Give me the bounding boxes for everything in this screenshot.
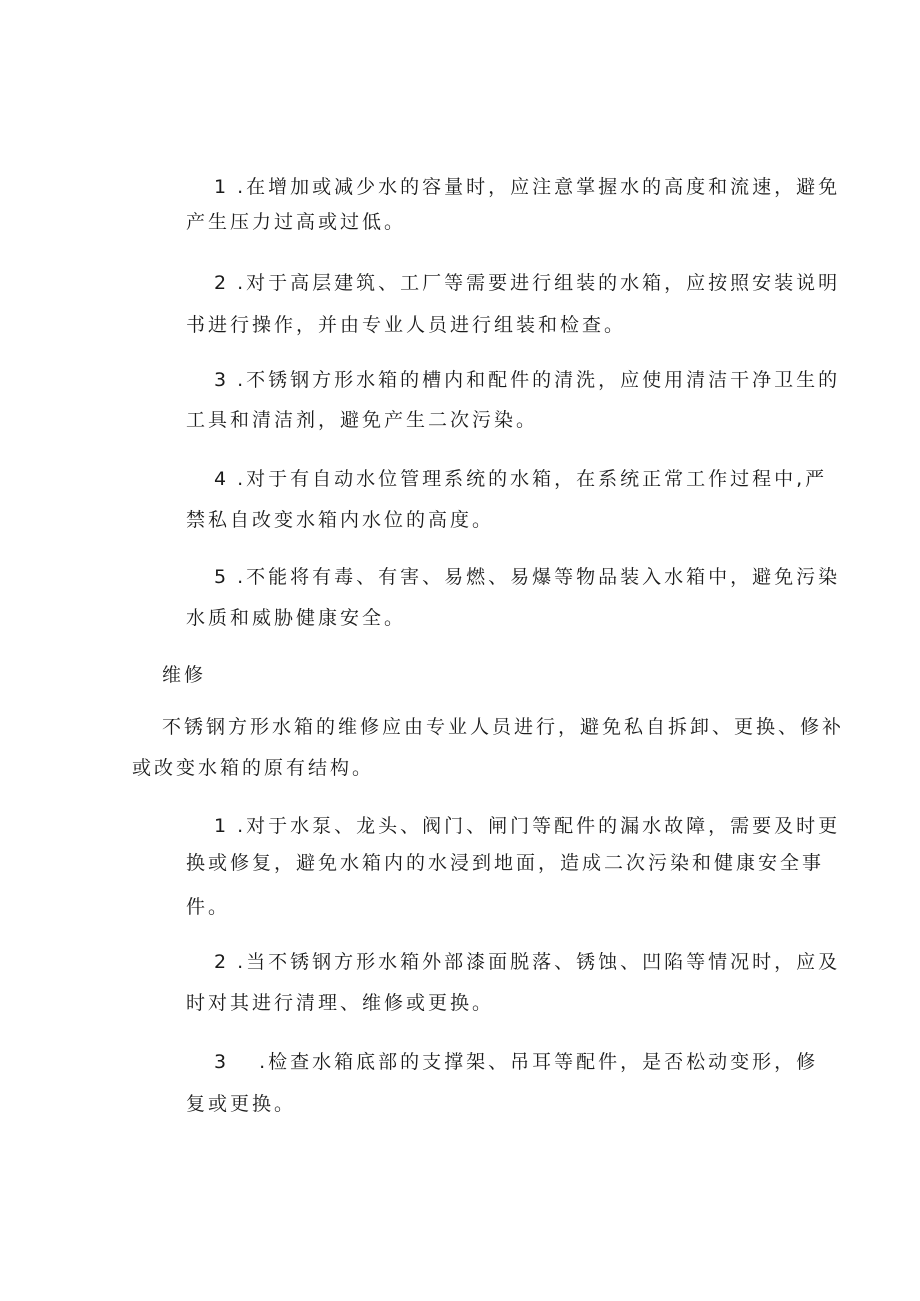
section-intro-continuation — [132, 746, 374, 790]
list-item-continuation — [186, 596, 406, 640]
list-item-line — [214, 457, 827, 501]
list-item-line — [214, 940, 840, 984]
list-item-line — [214, 1040, 818, 1084]
list-item-continuation — [186, 981, 494, 1025]
section-intro — [162, 705, 844, 749]
list-item-number: 2 — [214, 951, 230, 973]
list-item-number: 5 — [214, 566, 230, 588]
list-item — [214, 261, 840, 305]
list-item-continuation — [186, 1082, 296, 1126]
list-item-text: 件。 — [186, 896, 231, 918]
list-item — [214, 457, 827, 501]
list-item-continuation — [186, 885, 230, 929]
list-item-number: 1 — [214, 815, 230, 837]
list-item-text: .当不锈钢方形水箱外部漆面脱落、锈蚀、凹陷等情况时，应及 — [237, 951, 841, 973]
list-item — [214, 940, 840, 984]
list-item-number: 2 — [214, 272, 230, 294]
section-intro-line: 不锈钢方形水箱的维修应由专业人员进行，避免私自拆卸、更换、修补 — [162, 716, 845, 738]
section-heading: 维修 — [162, 664, 207, 686]
list-item-continuation — [186, 303, 626, 347]
list-item-line — [214, 358, 840, 402]
list-item-number: 3 — [214, 1051, 230, 1073]
list-item-text: .在增加或减少水的容量时，应注意掌握水的高度和流速，避免 — [237, 176, 841, 198]
list-item-text: .对于有自动水位管理系统的水箱，在系统正常工作过程中,严 — [237, 468, 828, 490]
list-item-number: 3 — [214, 369, 230, 391]
list-item-continuation — [186, 498, 494, 542]
list-item-continuation — [186, 200, 406, 244]
list-item-continuation — [186, 398, 538, 442]
list-item — [214, 358, 840, 402]
list-item-number: 4 — [214, 468, 230, 490]
list-item-text: 产生压力过高或过低。 — [186, 211, 407, 233]
list-item-text: 换或修复，避免水箱内的水浸到地面，造成二次污染和健康安全事 — [186, 852, 825, 874]
list-item-text: .对于高层建筑、工厂等需要进行组装的水箱，应按照安装说明 — [237, 272, 841, 294]
list-item-text: .对于水泵、龙头、阀门、闸门等配件的漏水故障，需要及时更 — [237, 815, 841, 837]
list-item-text: 工具和清洁剂，避免产生二次污染。 — [186, 409, 539, 431]
list-item — [214, 1040, 818, 1084]
list-item-line — [214, 555, 840, 599]
list-item-text: 书进行操作，并由专业人员进行组装和检查。 — [186, 314, 627, 336]
list-item-text: 水质和威胁健康安全。 — [186, 607, 407, 629]
list-item-text: 禁私自改变水箱内水位的高度。 — [186, 509, 495, 531]
list-item-text: .不能将有毒、有害、易燃、易爆等物品装入水箱中，避免污染 — [237, 566, 841, 588]
list-item-text: 复或更换。 — [186, 1093, 297, 1115]
list-item-continuation — [186, 841, 824, 885]
list-item-number: 1 — [214, 176, 230, 198]
section-intro-line: 或改变水箱的原有结构。 — [132, 757, 375, 779]
list-item — [214, 555, 840, 599]
list-item-line — [214, 261, 840, 305]
list-item-text: 时对其进行清理、维修或更换。 — [186, 992, 495, 1014]
list-item-text: .不锈钢方形水箱的槽内和配件的清洗，应使用清洁干净卫生的 — [237, 369, 841, 391]
list-item-text: .检查水箱底部的支撑架、吊耳等配件，是否松动变形，修 — [259, 1051, 819, 1073]
